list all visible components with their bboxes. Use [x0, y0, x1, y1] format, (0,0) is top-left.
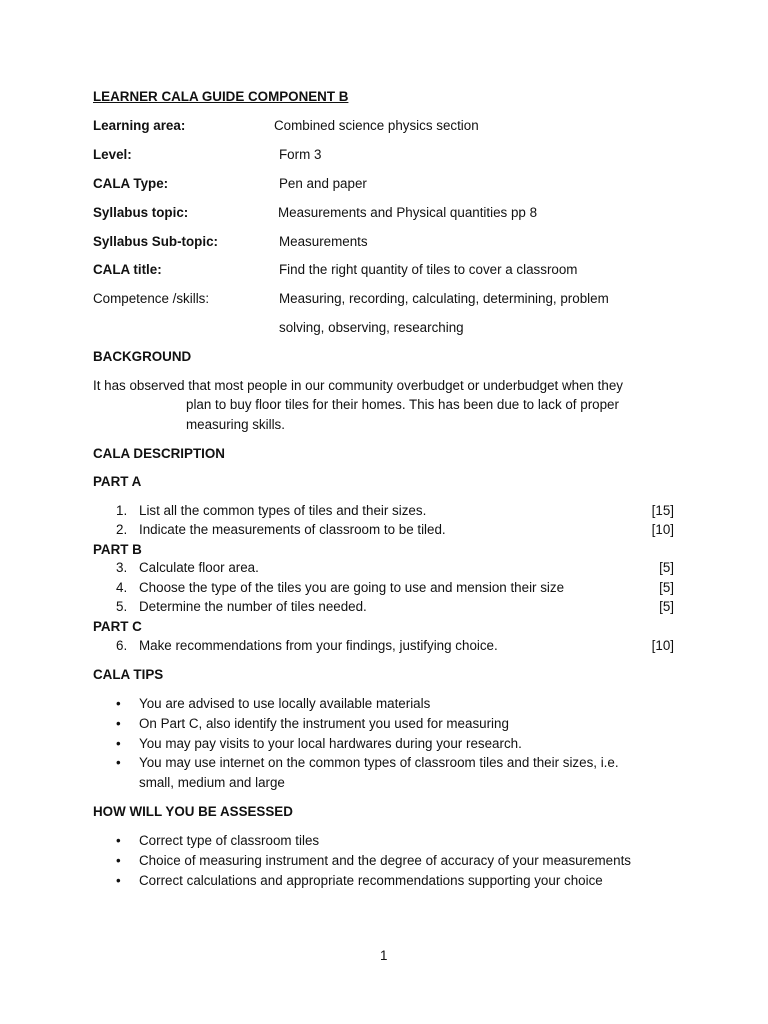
field-value-cala-type: Pen and paper: [279, 176, 367, 191]
assessment-item: Choice of measuring instrument and the degree of accuracy of your measurements: [139, 853, 631, 868]
tip-item-continued: small, medium and large: [139, 775, 285, 790]
cala-description-heading: CALA DESCRIPTION: [93, 446, 225, 461]
bullet-icon: •: [116, 736, 121, 751]
bullet-icon: •: [116, 853, 121, 868]
task-marks: [5]: [659, 599, 674, 614]
field-label-syllabus-subtopic: Syllabus Sub-topic:: [93, 234, 218, 249]
task-text: Make recommendations from your findings, justifying choice.: [139, 638, 498, 653]
background-paragraph-line: plan to buy floor tiles for their homes. This has been due to lack of proper: [186, 397, 619, 412]
part-b-heading: PART B: [93, 542, 142, 557]
task-number: 2.: [116, 522, 128, 537]
document-title: LEARNER CALA GUIDE COMPONENT B: [93, 89, 349, 104]
part-c-heading: PART C: [93, 619, 142, 634]
background-paragraph-line: measuring skills.: [186, 417, 285, 432]
field-label-competence: Competence /skills:: [93, 291, 210, 306]
task-text: Choose the type of the tiles you are going to use and mension their size: [139, 580, 565, 595]
field-value-competence: Measuring, recording, calculating, determining, problem: [279, 291, 609, 306]
assessment-item: Correct calculations and appropriate recommendations supporting your choice: [139, 873, 603, 888]
task-text: List all the common types of tiles and their sizes.: [139, 503, 427, 518]
tip-item: On Part C, also identify the instrument you used for measuring: [139, 716, 509, 731]
field-value-competence-continued: solving, observing, researching: [279, 320, 464, 335]
bullet-icon: •: [116, 873, 121, 888]
field-label-syllabus-topic: Syllabus topic:: [93, 205, 189, 220]
task-number: 1.: [116, 503, 128, 518]
task-text: Determine the number of tiles needed.: [139, 599, 367, 614]
bullet-icon: •: [116, 716, 121, 731]
tip-item: You may pay visits to your local hardwares during your research.: [139, 736, 522, 751]
bullet-icon: •: [116, 833, 121, 848]
assessment-item: Correct type of classroom tiles: [139, 833, 320, 848]
tip-item: You are advised to use locally available materials: [139, 696, 431, 711]
field-label-cala-type: CALA Type:: [93, 176, 169, 191]
task-marks: [10]: [651, 522, 674, 537]
task-text: Calculate floor area.: [139, 560, 259, 575]
field-value-syllabus-subtopic: Measurements: [279, 234, 368, 249]
task-number: 4.: [116, 580, 128, 595]
task-number: 6.: [116, 638, 128, 653]
task-number: 3.: [116, 560, 128, 575]
cala-tips-heading: CALA TIPS: [93, 667, 164, 682]
task-marks: [5]: [659, 580, 674, 595]
background-heading: BACKGROUND: [93, 349, 192, 364]
tip-item: You may use internet on the common types of classroom tiles and their sizes, i.e.: [139, 755, 619, 770]
field-label-learning-area: Learning area:: [93, 118, 186, 133]
field-label-cala-title: CALA title:: [93, 262, 162, 277]
field-value-level: Form 3: [279, 147, 322, 162]
field-value-cala-title: Find the right quantity of tiles to cover a classroom: [279, 262, 578, 277]
task-marks: [15]: [651, 503, 674, 518]
task-text: Indicate the measurements of classroom to be tiled.: [139, 522, 446, 537]
task-number: 5.: [116, 599, 128, 614]
assessment-heading: HOW WILL YOU BE ASSESSED: [93, 804, 293, 819]
page-number: 1: [380, 948, 388, 963]
field-value-learning-area: Combined science physics section: [274, 118, 479, 133]
bullet-icon: •: [116, 696, 121, 711]
background-paragraph-line: It has observed that most people in our community overbudget or underbudget when they: [93, 378, 623, 393]
part-a-heading: PART A: [93, 474, 142, 489]
field-label-level: Level:: [93, 147, 132, 162]
task-marks: [10]: [651, 638, 674, 653]
field-value-syllabus-topic: Measurements and Physical quantities pp 8: [278, 205, 538, 220]
bullet-icon: •: [116, 755, 121, 770]
task-marks: [5]: [659, 560, 674, 575]
